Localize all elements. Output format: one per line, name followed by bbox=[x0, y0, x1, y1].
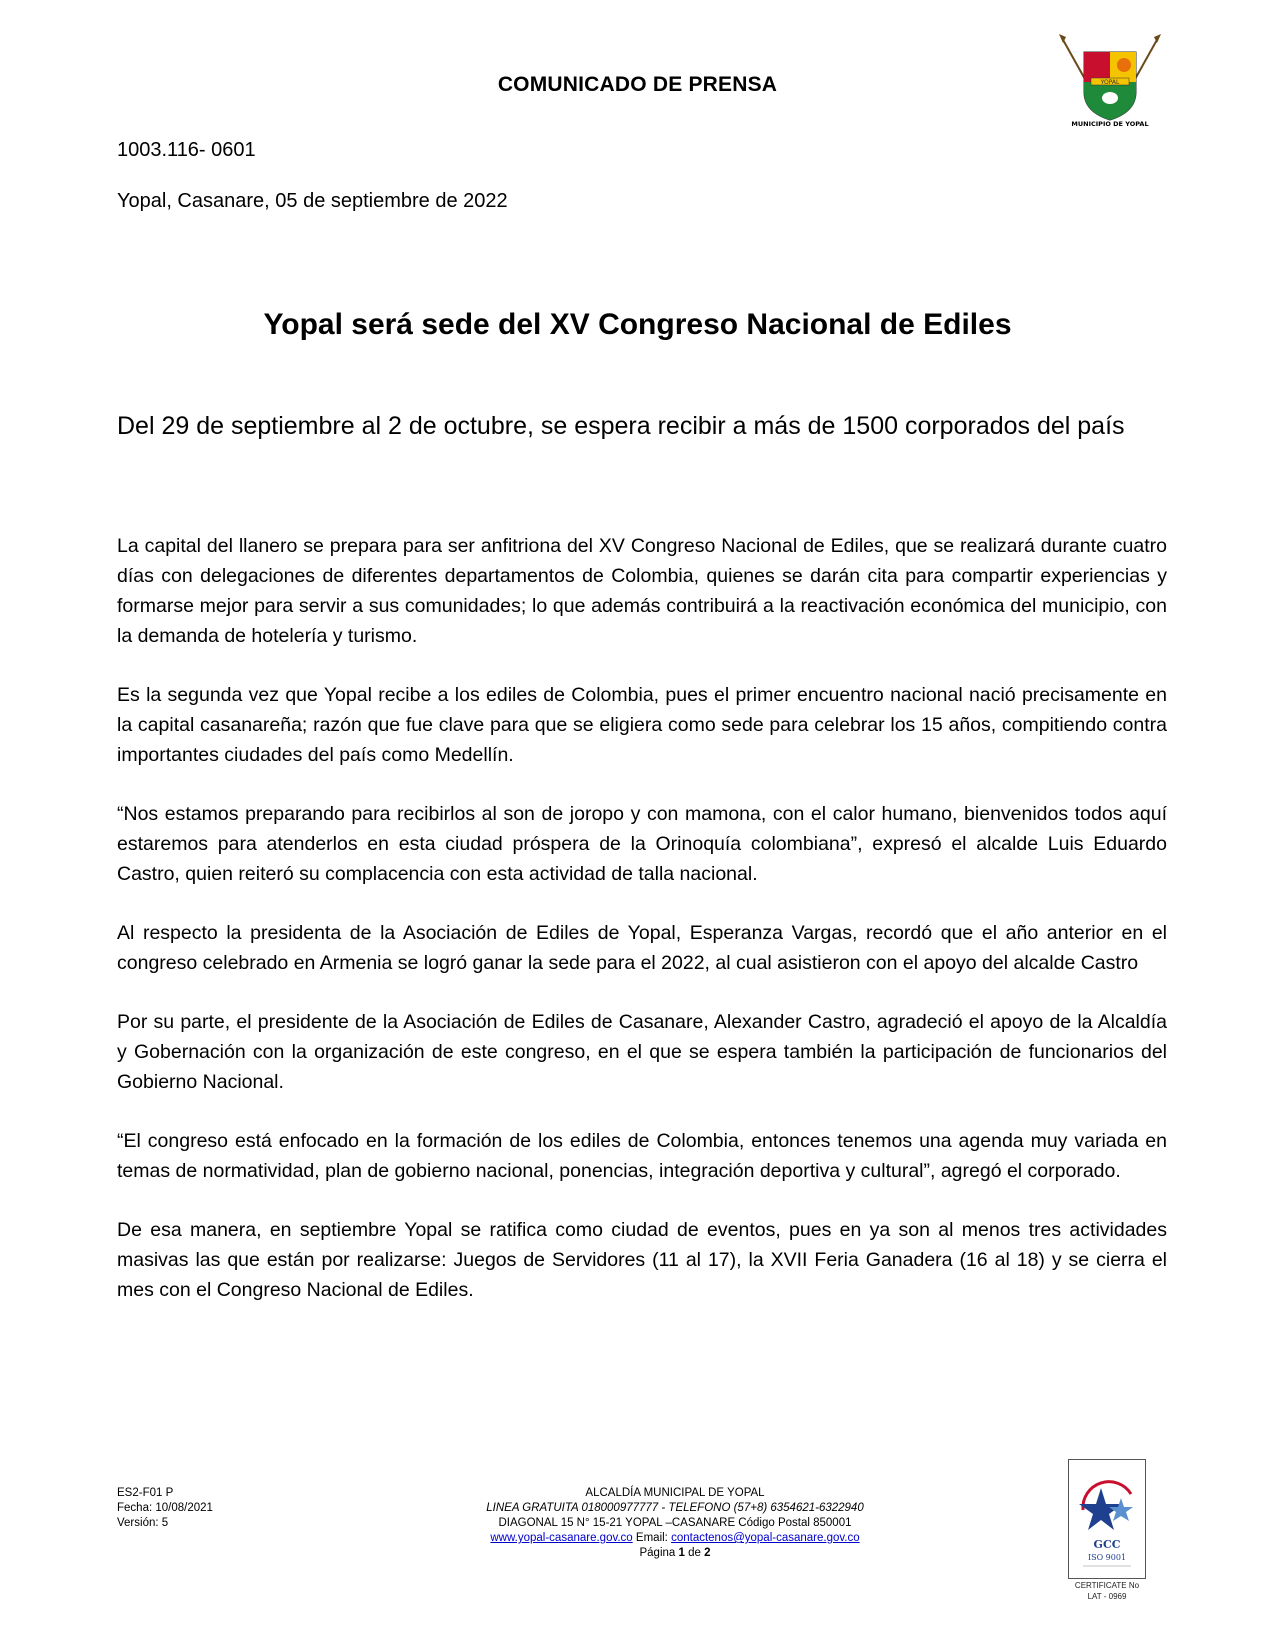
body-paragraph: “El congreso está enfocado en la formación de los ediles de Colombia, entonces tenemos una agenda muy variada en temas de normatividad, plan de gobierno nacional, ponencias, integración deportiva y cultural”, agregó el corporado. bbox=[117, 1130, 1167, 1182]
logo-caption: MUNICIPIO DE YOPAL bbox=[1071, 120, 1149, 128]
article-body bbox=[117, 531, 1167, 1334]
email-link[interactable]: contactenos@yopal-casanare.gov.co bbox=[671, 1532, 860, 1544]
email-label: Email: bbox=[635, 1532, 668, 1544]
footer-doc-code: ES2-F01 P bbox=[117, 1487, 174, 1499]
footer-contact-info bbox=[425, 1486, 925, 1561]
logo-band-text: YOPAL bbox=[1100, 79, 1120, 86]
cert-label: CERTIFICATE No bbox=[1074, 1581, 1140, 1590]
body-paragraph: La capital del llanero se prepara para ser anfitriona del XV Congreso Nacional de Ediles, que se realizará durante cuatro días con delegaciones de diferentes departamentos de Colombia, quienes se darán cita para compartir experiencias y formarse mejor para servir a sus comunidades; lo que además contribuirá a la reactivación económica del municipio, con la demanda de hotelería y turismo. bbox=[117, 535, 1167, 647]
footer-web-email-line bbox=[425, 1531, 925, 1546]
body-paragraph: De esa manera, en septiembre Yopal se ratifica como ciudad de eventos, pues en ya son al menos tres actividades masivas las que están por realizarse: Juegos de Servidores (11 al 17), la XVII Feria Ganadera (16 al 18) y se cierra el mes con el Congreso Nacional de Ediles. bbox=[117, 1219, 1167, 1301]
footer-doc-version: Versión: 5 bbox=[117, 1517, 169, 1529]
body-paragraph: Por su parte, el presidente de la Asociación de Ediles de Casanare, Alexander Castro, agradeció el apoyo de la Alcaldía y Gobernación con la organización de este congreso, en el que se espera también la participación de funcionarios del Gobierno Nacional. bbox=[117, 1011, 1167, 1093]
footer-phone-line: LINEA GRATUITA 018000977777 - TELEFONO (57+8) 6354621-6322940 bbox=[486, 1502, 864, 1514]
place-and-date: Yopal, Casanare, 05 de septiembre de 2022 bbox=[117, 190, 508, 212]
website-link[interactable]: www.yopal-casanare.gov.co bbox=[490, 1532, 633, 1544]
municipality-crest-logo bbox=[1054, 34, 1166, 130]
cert-frame bbox=[1068, 1459, 1146, 1579]
body-paragraph: “Nos estamos preparando para recibirlos al son de joropo y con mamona, con el calor humano, bienvenidos todos aquí estaremos para atenderlos en esta ciudad próspera de la Orinoquía colombiana”, expresó el alcalde Luis Eduardo Castro, quien reiteró su complacencia con esta actividad de talla nacional. bbox=[117, 803, 1167, 885]
page-label: Página bbox=[639, 1547, 676, 1559]
footer-doc-date: Fecha: 10/08/2021 bbox=[117, 1502, 213, 1514]
cert-brand: GCC bbox=[1093, 1538, 1121, 1551]
page-total: 2 bbox=[704, 1547, 711, 1559]
body-paragraph: Al respecto la presidenta de la Asociación de Ediles de Yopal, Esperanza Vargas, recordó que el año anterior en el congreso celebrado en Armenia se logró ganar la sede para el 2022, al cual asistieron con el apoyo del alcalde Castro bbox=[117, 922, 1167, 974]
page-of-label: de bbox=[688, 1547, 701, 1559]
footer-org-name: ALCALDÍA MUNICIPAL DE YOPAL bbox=[585, 1487, 765, 1499]
footer-page-number bbox=[425, 1546, 925, 1561]
page-current: 1 bbox=[678, 1547, 685, 1559]
article-subheadline: Del 29 de septiembre al 2 de octubre, se espera recibir a más de 1500 corporados del país bbox=[117, 412, 1125, 440]
article-headline: Yopal será sede del XV Congreso Nacional de Ediles bbox=[263, 308, 1012, 341]
cert-iso: ISO 9001 bbox=[1087, 1553, 1127, 1562]
footer-document-control bbox=[117, 1486, 213, 1531]
crest-icon bbox=[1054, 34, 1166, 130]
document-reference-number: 1003.116- 0601 bbox=[117, 139, 256, 161]
footer-address-line: DIAGONAL 15 N° 15-21 YOPAL –CASANARE Código Postal 850001 bbox=[498, 1517, 852, 1529]
gcc-star-icon bbox=[1069, 1460, 1145, 1578]
body-paragraph: Es la segunda vez que Yopal recibe a los ediles de Colombia, pues el primer encuentro nacional nació precisamente en la capital casanareña; razón que fue clave para que se eligiera como sede para celebrar los 15 años, compitiendo contra importantes ciudades del país como Medellín. bbox=[117, 684, 1167, 766]
cert-number: LAT - 0969 bbox=[1087, 1592, 1127, 1601]
iso-certification-badge bbox=[1068, 1459, 1146, 1607]
document-header-title: COMUNICADO DE PRENSA bbox=[497, 73, 778, 96]
